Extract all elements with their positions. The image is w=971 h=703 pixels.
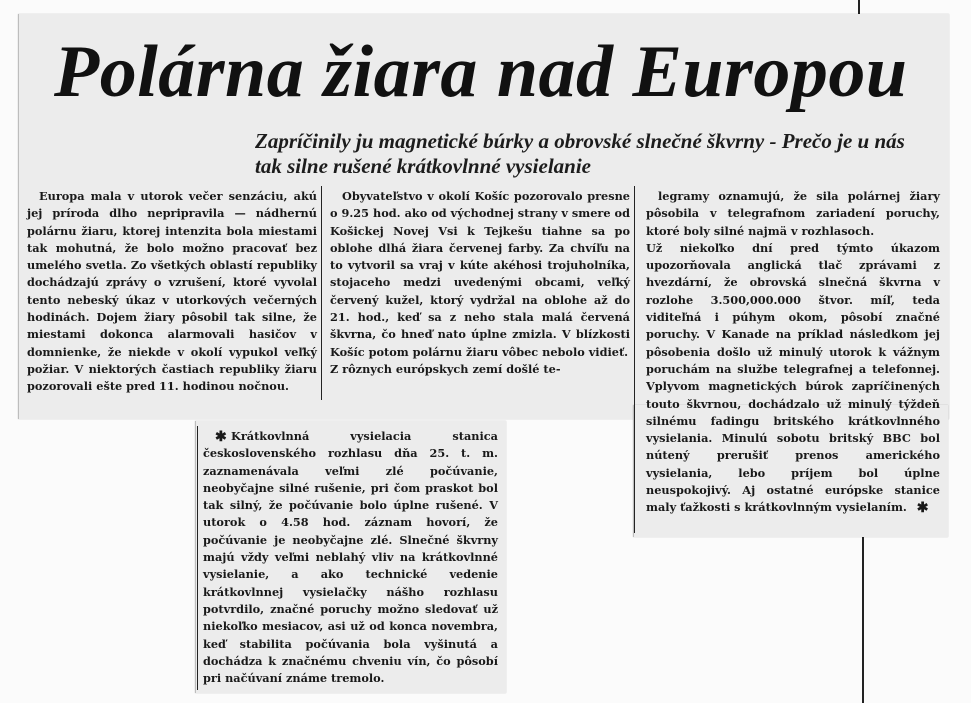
column-rule-2 (634, 186, 635, 533)
article-headline: Polárna žiara nad Europou (54, 31, 908, 113)
asterisk-marker-icon: ✱ (215, 429, 227, 445)
article-column-3-second-paragraph: Už niekoľko dní pred týmto úkazom upozorňovala anglická tlač zprávami z hvezdární, že obrovská slnečná škvrna v rozlohe 3.500,000.000 štvor. míľ, teda viditeľná i púhym okom, pôsobí značné poruchy. V Kanade na príklad následkom jej pôsobenia došlo už minulý utorok k vážnym poruchám na službe telegrafnej a telefonnej. Vplyvom magnetických búrok zapríčinených touto škvrnou, dochádzalo už minulý týždeň silnému fadingu britského krátkovlnného vysielania. Minulú sobotu britský BBC bol nútený prerušiť prenos amerického vysielania, lebo príjem bol úplne neuspokojivý. Aj ostatné európske stanice maly ťažkosti s krátkovlnným vysielaním. (646, 240, 940, 515)
article-column-1: Europa mala v utorok večer senzáciu, akú jej príroda dlho nepripravila — nádhernú polárnu žiaru, ktorej intenzita bola miestami tak mohutná, že bolo možno pracovať bez umelého svetla. Zo všetkých oblastí republiky dochádzajú zprávy o vzrušení, ktoré vyvolal tento nebeský úkaz v utorkových večerných hodinách. Dojem žiary pôsobil tak silne, že miestami dokonca alarmovali hasičov v domnienke, že niekde v okolí vypukol veľký požiar. V niektorých častiach republiky žiaru pozorovali ešte pred 11. hodinou nočnou. (27, 189, 317, 394)
article-deck: Zapríčinily ju magnetické búrky a obrovské slnečné škvrny - Prečo je u nás tak silne rušené krátkovlnné vysielanie (255, 129, 905, 178)
article-bottom-column (203, 428, 498, 686)
article-column-3 (646, 188, 940, 533)
article-column-2-continuation: Z rôznych európskych zemí došlé te- (330, 361, 561, 376)
article-column-2 (330, 188, 630, 416)
article-bottom-text: Krátkovlnná vysielacia stanica československého rozhlasu dňa 25. t. m. zaznamenávala veľmi zlé počúvanie, neobyčajne silné rušenie, pri čom praskot bol tak silný, že počúvanie bolo úplne rušené. V utorok o 4.58 hod. záznam hovorí, že počúvanie je neobyčajne zlé. Slnečné škvrny majú vždy veľmi neblahý vliv na krátkovlnné vysielanie, a ako technické vedenie krátkovlnnej vysielačky nášho rozhlasu potvrdilo, značné poruchy možno sledovať už niekoľko mesiacov, asi už od konca novembra, keď stabilita počúvania bola vyšinutá a dochádza k značnému chveniu vín, čo pôsobí pri načúvaní známe tremolo. (203, 429, 498, 686)
article-column-2-text: Obyvateľstvo v okolí Košíc pozorovalo presne o 9.25 hod. ako od východnej strany v smere od Košickej Novej Vsi k Tejkešu tiahne sa po oblohe dlhá žiara červenej farby. Za chvíľu na to vytvoril sa vraj v kúte akéhosi trojuholníka, stojaceho medzi uvedenými obcami, veľký červený kužel, ktorý vydržal na oblohe až do 21. hod., keď sa z neho stala malá červená škvrna, čo hneď nato úplne zmizla. V blízkosti Košíc potom polárnu žiaru vôbec nebolo vidieť. (330, 189, 630, 359)
scan-edge-bottom-right-vertical (862, 536, 864, 703)
column-rule-bottom-left (197, 426, 198, 690)
article-column-3-first-paragraph: legramy oznamujú, že sila polárnej žiary pôsobila v telegrafnom zariadení poruchy, ktoré boly silné najmä v rozhlasoch. (646, 189, 940, 238)
asterisk-marker-icon: ✱ (916, 500, 929, 517)
column-rule-1 (321, 186, 322, 400)
